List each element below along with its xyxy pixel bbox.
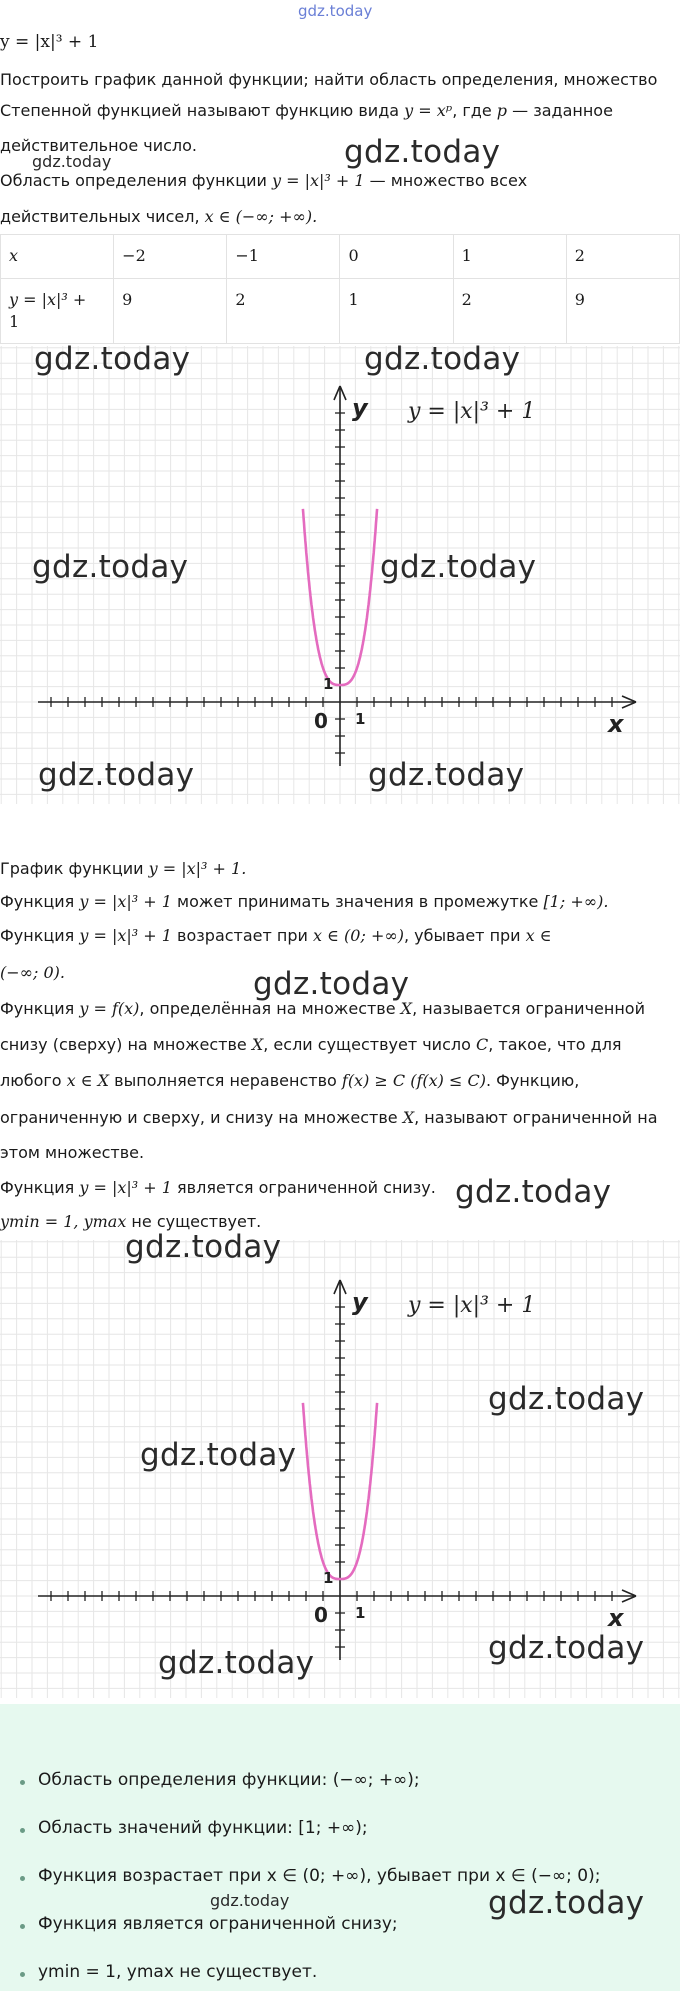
table-cell: 0 (340, 235, 453, 279)
bullet-icon (20, 1780, 25, 1785)
watermark: gdz.today (34, 341, 191, 377)
origin-label: 0 (314, 709, 328, 733)
watermark: gdz.today (344, 134, 501, 170)
table-cell: −2 (114, 235, 227, 279)
watermark: gdz.today (380, 549, 537, 585)
table-cell: 9 (114, 279, 227, 344)
monotonicity-text-cont: (−∞; 0). (0, 963, 65, 982)
watermark: gdz.today (368, 757, 525, 793)
watermark: gdz.today (32, 152, 112, 171)
watermark: gdz.today (488, 1630, 645, 1666)
x-axis-label: x (608, 710, 624, 738)
top-watermark: gdz.today (298, 2, 373, 20)
domain-text-cont: действительных чисел, x ∈ (−∞; +∞). (0, 207, 318, 226)
values-table (0, 234, 680, 344)
bullet-icon (20, 1876, 25, 1881)
table-cell: 2 (566, 235, 679, 279)
table-cell: 9 (566, 279, 679, 344)
monotonicity-text: Функция y = |x|³ + 1 возрастает при x ∈ (0; +∞), убывает при x ∈ (0, 926, 552, 945)
range-text: Функция y = |x|³ + 1 может принимать значения в промежутке [1; +∞). (0, 892, 609, 911)
bounded-below-text: Функция y = |x|³ + 1 является ограниченной снизу. (0, 1178, 436, 1197)
table-cell: x (1, 235, 114, 279)
table-row (1, 279, 680, 344)
graph-caption: График функции y = |x|³ + 1. (0, 859, 247, 878)
bounded-definition: Функция y = f(x), определённая на множестве X, называется ограниченной (0, 999, 645, 1018)
bullet-icon (20, 1828, 25, 1833)
task-text: Построить график данной функции; найти область определения, множество (0, 70, 658, 89)
y-axis-label: y (352, 1288, 368, 1316)
y-unit-label: 1 (323, 1569, 334, 1587)
y-unit-label: 1 (323, 675, 334, 693)
domain-text: Область определения функции y = |x|³ + 1 — множество всех (0, 171, 528, 190)
watermark: gdz.today (38, 757, 195, 793)
bounded-definition-5: этом множестве. (0, 1143, 145, 1162)
summary-box: Область определения функции: (−∞; +∞); Область значений функции: [1; +∞); Функция возрастает при x ∈ (0; +∞), убывает при x ∈ (−∞; 0); Функция является ограниченной снизу; ymin = 1, ymax не существует. (0, 1704, 680, 1991)
table-cell: 1 (340, 279, 453, 344)
bullet-icon (20, 1924, 25, 1929)
extrema-text: ymin = 1, ymax не существует. (0, 1212, 262, 1231)
bullet-icon (20, 1972, 25, 1977)
table-row (1, 235, 680, 279)
x-axis-label: x (608, 1604, 624, 1632)
table-cell: 2 (227, 279, 340, 344)
bounded-definition-2: снизу (сверху) на множестве X, если существует число C, такое, что для (0, 1035, 622, 1054)
x-unit-label: 1 (355, 1604, 366, 1622)
origin-label: 0 (314, 1603, 328, 1627)
x-unit-label: 1 (355, 710, 366, 728)
watermark: gdz.today (158, 1645, 315, 1681)
y-axis-label: y (352, 394, 368, 422)
watermark: gdz.today (140, 1437, 297, 1473)
power-function-definition-cont: действительное число. (0, 136, 197, 155)
watermark: gdz.today (488, 1381, 645, 1417)
table-cell: 2 (453, 279, 566, 344)
watermark: gdz.today (364, 341, 521, 377)
watermark: gdz.today (210, 1891, 290, 1910)
watermark: gdz.today (488, 1885, 645, 1921)
watermark: gdz.today (253, 966, 410, 1002)
curve-label: y = |x|³ + 1 (408, 1293, 536, 1318)
table-cell: y = |x|³ + 1 (1, 279, 114, 344)
heading-formula: y = |x|³ + 1 (0, 32, 99, 52)
bounded-definition-4: ограниченную и сверху, и снизу на множестве X, называют ограниченной на (0, 1108, 658, 1127)
table-cell: 1 (453, 235, 566, 279)
power-function-definition: Степенной функцией называют функцию вида y = xᵖ, где p — заданное (0, 101, 613, 120)
curve-label: y = |x|³ + 1 (408, 399, 536, 424)
watermark: gdz.today (125, 1229, 282, 1265)
table-cell: −1 (227, 235, 340, 279)
bounded-definition-3: любого x ∈ X выполняется неравенство f(x) ≥ C (f(x) ≤ C). Функцию, (0, 1071, 580, 1090)
watermark: gdz.today (32, 549, 189, 585)
watermark: gdz.today (455, 1174, 612, 1210)
